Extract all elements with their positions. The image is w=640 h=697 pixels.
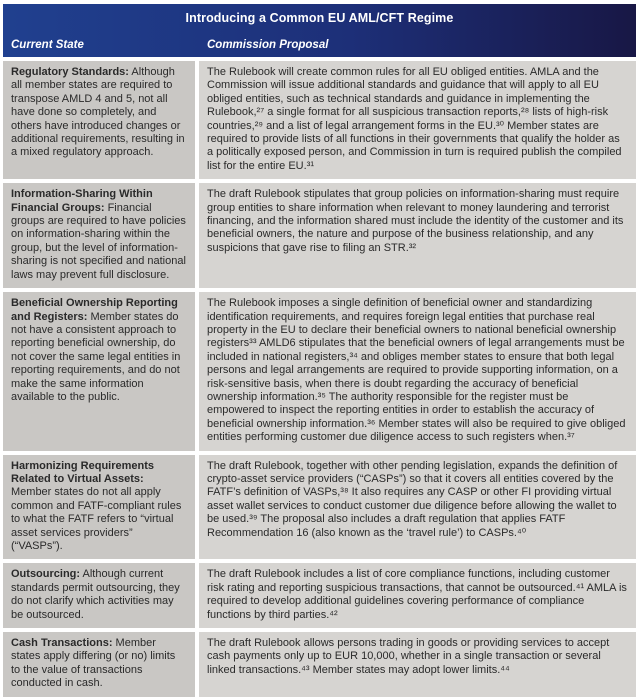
cell-current-state: [3, 292, 195, 450]
cell-commission-proposal: [199, 455, 636, 560]
current-state-text: Financial groups are required to have policies on information-sharing within the group, but the level of information-sharing is not specified and national laws may prevent full disclosure.: [11, 201, 186, 281]
table-row: [3, 455, 636, 560]
table-row: [3, 61, 636, 179]
current-state-text: Member states do not all apply common and FATF-compliant rules to what the FATF refers to “virtual asset services providers” (“VASPs”).: [11, 486, 182, 552]
cell-current-state: [3, 563, 195, 628]
topic-label: Harmonizing Requirements Related to Virtual Assets:: [11, 459, 155, 485]
current-state-text: Member states apply differing (or no) limits to the value of transactions conducted in cash.: [11, 637, 176, 690]
cell-commission-proposal: [199, 563, 636, 628]
table-row: [3, 563, 636, 628]
proposal-text: The draft Rulebook allows persons trading in goods or providing services to accept cash payments only up to EUR 10,000, whether in a single transaction or several linked transactions.⁴³ Member states may adopt lower limits.⁴⁴: [207, 637, 610, 676]
cell-commission-proposal: [199, 183, 636, 288]
proposal-text: The draft Rulebook stipulates that group policies on information-sharing must require group entities to share information when relevant to money laundering and terrorist financing, and the information shared must include the identity of the customer and its beneficial owners, the nature and purpose of the business relationship, and any suspicions that gave rise to filing an STR.³²: [207, 188, 624, 254]
cell-commission-proposal: [199, 61, 636, 179]
cell-commission-proposal: [199, 292, 636, 450]
topic-label: Outsourcing:: [11, 568, 81, 581]
current-state-text: Member states do not have a consistent approach to reporting beneficial ownership, do not cover the same legal entities in reporting requirements, and do not make the same information available to the public.: [11, 310, 181, 403]
table-row: [3, 183, 636, 288]
cell-current-state: [3, 61, 195, 179]
aml-cft-regime-table: [3, 4, 636, 690]
column-header-current-state: Current State: [11, 39, 84, 51]
topic-label: Regulatory Standards:: [11, 66, 129, 78]
page-title: Introducing a Common EU AML/CFT Regime: [185, 11, 454, 25]
cell-commission-proposal: [199, 632, 636, 697]
topic-label: Cash Transactions:: [11, 637, 113, 650]
proposal-text: The Rulebook will create common rules for all EU obliged entities. AMLA and the Commission will issue additional standards and guidance that will apply to all EU obliged entities, such as technical standards and guidance in implementing the Rulebook,²⁷ a single format for all suspicious transaction reports,²⁸ lists of high-risk countries,²⁹ and a list of legal arrangement forms in the EU.³⁰ Member states are required to provide lists of all functions in their governments that qualify the holder as a politically exposed person, and Commission in turn is required publish the compiled list for the entire EU.³¹: [207, 66, 622, 172]
current-state-text: Although current standards permit outsourcing, they do not clarify which activities may be outsourced.: [11, 568, 180, 621]
column-header-row: [3, 39, 636, 57]
table-row: [3, 632, 636, 697]
cell-current-state: [3, 632, 195, 697]
proposal-text: The draft Rulebook, together with other pending legislation, expands the definition of crypto-asset service providers (“CASPs”) so that it covers all entities covered by the FATF’s definition of VASPs,³⁸ It also requires any CASP or other FI providing virtual asset wallet services to conduct customer due diligence before allowing the wallet to be used.³⁹ The proposal also includes a draft regulation that applies FATF Recommendation 16 (also known as the ‘travel rule’) to CASPs.⁴⁰: [207, 459, 618, 539]
topic-label: Beneficial Ownership Reporting and Registers:: [11, 297, 178, 323]
cell-current-state: [3, 183, 195, 288]
cell-current-state: [3, 455, 195, 560]
current-state-text: Although all member states are required to transpose AMLD 4 and 5, not all have done so completely, and others have introduced changes or additional requirements, resulting in a mixed regulatory approach.: [11, 66, 185, 159]
table-row: [3, 292, 636, 450]
table-header: [3, 4, 636, 57]
proposal-text: The Rulebook imposes a single definition of beneficial owner and standardizing identification requirements, and requires foreign legal entities that purchase real property in the EU to declare their beneficial owners to national beneficial ownership registers³³ AMLD6 stipulates that the beneficial owners of legal arrangements must be included in national registers,³⁴ and obliges member states to ensure that both legal persons and legal arrangements are required to provide supporting information, on a risk-sensitive basis, when there is doubt regarding the accuracy of beneficial ownership information.³⁵ The authority responsible for the register must be empowered to inspect the reporting entities in order to establish the accuracy of beneficial ownership information.³⁶ Member states will also be required to give obliged entities performing customer due diligence access to such registers when.³⁷: [207, 297, 626, 444]
topic-label: Information-Sharing Within Financial Groups:: [11, 188, 153, 214]
column-header-commission-proposal: Commission Proposal: [207, 39, 329, 51]
proposal-text: The draft Rulebook includes a list of core compliance functions, including customer risk rating and reporting suspicious transactions, that cannot be outsourced.⁴¹ AMLA is required to develop additional guidelines covering performance of compliance functions by third parties.⁴²: [207, 568, 627, 621]
